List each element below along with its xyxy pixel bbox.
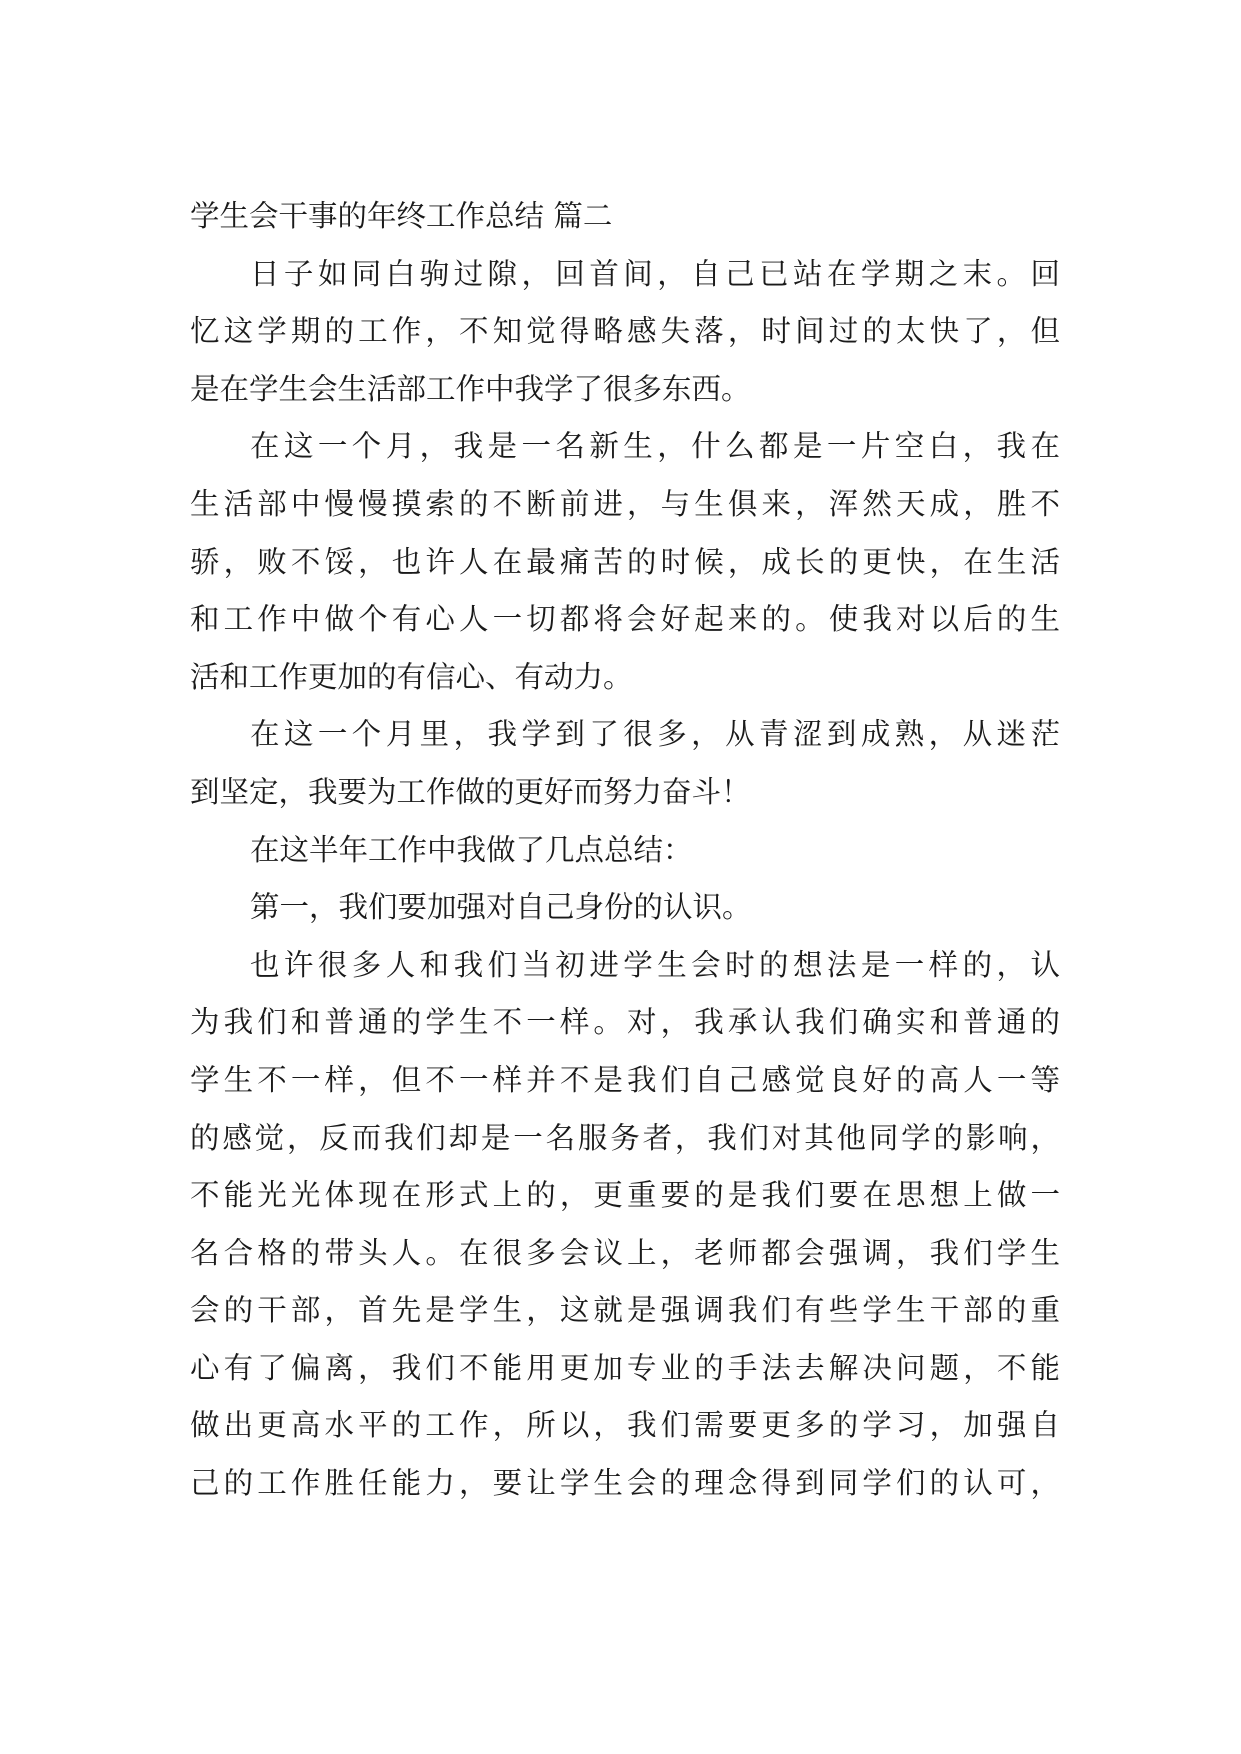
text-line: 第一，我们要加强对自己身份的认识。 <box>250 890 752 925</box>
text-line: 心有了偏离，我们不能用更加专业的手法去解决问题，不能 <box>190 1350 1060 1385</box>
text-line: 骄，败不馁，也许人在最痛苦的时候，成长的更快，在生活 <box>190 544 1060 579</box>
text-line: 学生不一样，但不一样并不是我们自己感觉良好的高人一等 <box>190 1062 1060 1097</box>
text-line: 生活部中慢慢摸索的不断前进，与生俱来，浑然天成，胜不 <box>190 486 1060 521</box>
paragraph-lines <box>190 246 1060 1513</box>
document-body <box>190 188 1060 1513</box>
text-line: 己的工作胜任能力，要让学生会的理念得到同学们的认可， <box>190 1466 1060 1501</box>
text-line: 在这一个月里，我学到了很多，从青涩到成熟，从迷茫 <box>250 717 1060 752</box>
text-line: 忆这学期的工作，不知觉得略感失落，时间过的太快了，但 <box>190 314 1060 349</box>
text-line: 日子如同白驹过隙，回首间，自己已站在学期之末。回 <box>250 256 1060 291</box>
text-line: 是在学生会生活部工作中我学了很多东西。 <box>190 371 751 406</box>
text-line: 不能光光体现在形式上的，更重要的是我们要在思想上做一 <box>190 1178 1060 1213</box>
text-line: 到坚定，我要为工作做的更好而努力奋斗！ <box>190 774 751 809</box>
text-line: 在这一个月，我是一名新生，什么都是一片空白，我在 <box>250 429 1060 464</box>
text-line: 为我们和普通的学生不一样。对，我承认我们确实和普通的 <box>190 1005 1060 1040</box>
text-line: 也许很多人和我们当初进学生会时的想法是一样的，认 <box>250 947 1060 982</box>
text-line: 在这半年工作中我做了几点总结： <box>250 832 693 867</box>
document-title: 学生会干事的年终工作总结 篇二 <box>190 199 613 233</box>
text-line: 的感觉，反而我们却是一名服务者，我们对其他同学的影响， <box>190 1120 1060 1155</box>
text-line: 名合格的带头人。在很多会议上，老师都会强调，我们学生 <box>190 1235 1060 1270</box>
text-line: 和工作中做个有心人一切都将会好起来的。使我对以后的生 <box>190 602 1060 637</box>
text-line: 做出更高水平的工作，所以，我们需要更多的学习，加强自 <box>190 1408 1060 1443</box>
text-line: 活和工作更加的有信心、有动力。 <box>190 659 633 694</box>
text-line: 会的干部，首先是学生，这就是强调我们有些学生干部的重 <box>190 1293 1060 1328</box>
